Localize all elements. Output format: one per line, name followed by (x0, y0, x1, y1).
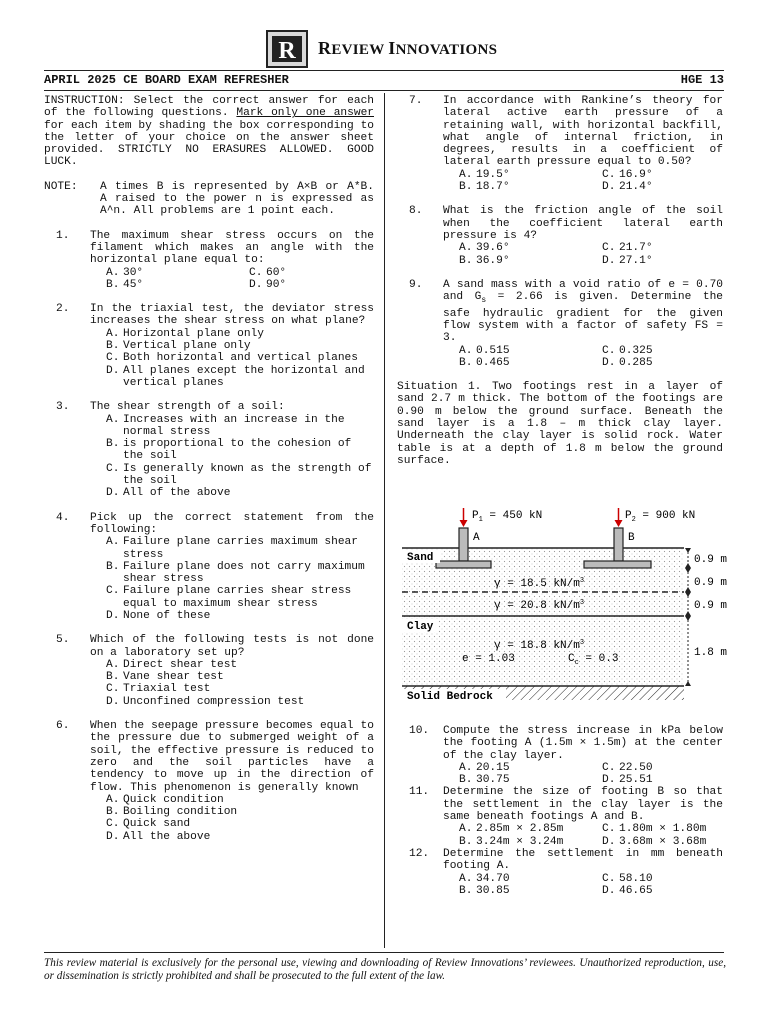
situation-1: Situation 1. Two footings rest in a layer of sand 2.7 m thick. The bottom of the footings are 0.90 m below the ground surface. Beneath the sand layer is a 1.8 – m thick clay layer. Underneath the clay layer is solid rock. Water table is at a depth of 1.8 m below the ground surface. (397, 381, 723, 467)
question-6: 6. When the seepage pressure becomes equal to the pressure due to submerged weight of a soil, the effective pressure is reduced to zero and the soil particles have a tendency to move up in the direction of flow. This phenomenon is generally known A. Quick condition B. Boiling condition C. Quick sand D. All the above (56, 720, 374, 843)
depth-label-3: 0.9 m (694, 600, 728, 612)
depth-label-4: 1.8 m (694, 647, 728, 659)
option: C. 1.80m × 1.80m (602, 823, 707, 836)
option: D. 3.68m × 3.68m (602, 835, 707, 848)
option: A. 19.5° (459, 168, 510, 181)
option: B. Vertical plane only (106, 340, 251, 353)
option: C. Triaxial test (106, 683, 211, 696)
option: D. 21.4° (602, 181, 653, 194)
option: D. 90° (249, 278, 287, 291)
depth-label-2: 0.9 m (694, 577, 728, 589)
soil-profile-figure (398, 500, 738, 710)
option: D. 27.1° (602, 254, 653, 267)
option: A. Failure plane carries maximum shear stress (106, 536, 358, 561)
question-3: 3. The shear strength of a soil: A. Increases with an increase in the normal stress B. is proportional to the cohesion of the soil C. Is generally known as the strength of the soil D. All of the above (44, 401, 374, 499)
footer-rule (44, 952, 724, 953)
instruction: INSTRUCTION: Select the correct answer for each of the following questions. Mark only one answer for each item by shading the box corresponding to the letter of your choice on the answer sheet provided. STRICTLY NO ERASURES ALLOWED. GOOD LUCK. (44, 95, 374, 169)
option: C. 60° (249, 266, 287, 279)
option: B. Failure plane does not carry maximum shear stress (106, 560, 365, 586)
right-column (397, 95, 723, 467)
option: A. Horizontal plane only (106, 327, 264, 340)
option: B. 30.75 (459, 774, 510, 787)
option: B. is proportional to the cohesion of the soil (106, 438, 352, 463)
option: D. Unconfined compression test (106, 695, 305, 708)
option: C. 22.50 (602, 761, 653, 774)
load-arrow-a-icon (460, 508, 468, 527)
footer-disclaimer: This review material is exclusively for the personal use, viewing and downloading of Review Innovations’ reviewees. Unauthorized reproduction, use, or dissemination is strictly prohibited and shall be prosecuted to the full extent of the law. (44, 957, 726, 982)
question-10: 10. Compute the stress increase in kPa below the footing A (1.5m × 1.5m) at the center of the clay layer. A. 20.15 C. 22.50 B. 30.75 D. 25.51 (409, 725, 723, 787)
option: C. 21.7° (602, 242, 653, 255)
void-ratio-label: e = 1.03 (462, 653, 515, 665)
compression-index-label: $C_c = 0.3$ (568, 653, 619, 667)
question-4: 4. Pick up the correct statement from the following: A. Failure plane carries maximum shear stress B. Failure plane does not carry maximum shear stress C. Failure plane carries shear stress equal to maximum shear stress D. None of these (56, 511, 374, 622)
svg-text:R: R (278, 38, 296, 64)
question-11: 11. Determine the size of footing B so that the settlement in the clay layer is the same beneath footings A and B. A. 2.85m × 2.85m C. 1.80m × 1.80m B. 3.24m × 3.24m D. 3.68m × 3.68m (409, 786, 723, 848)
option: A. 39.6° (459, 242, 510, 255)
option: B. 3.24m × 3.24m (459, 835, 564, 848)
option: C. Both horizontal and vertical planes (106, 352, 358, 365)
option: D. 0.285 (602, 356, 653, 369)
option: D. All planes except the horizontal and vertical planes (106, 364, 365, 389)
option: B. 36.9° (459, 254, 510, 267)
option: C. Quick sand (106, 818, 191, 831)
option: A. 20.15 (459, 761, 510, 774)
header-rule-top (44, 70, 724, 71)
exam-title: APRIL 2025 CE BOARD EXAM REFRESHER (44, 73, 289, 87)
load-arrow-b-icon (615, 508, 623, 527)
question-8: 8. What is the friction angle of the soil when the coefficient lateral earth pressure is 4? A. 39.6° C. 21.7° B. 36.9° D. 27.1° (409, 205, 723, 267)
option: A. 2.85m × 2.85m (459, 823, 564, 836)
option: A. Quick condition (106, 793, 224, 806)
unit-weight-clay: γ = 18.8 $kN/m^3$ (494, 639, 585, 652)
option: D. 46.65 (602, 884, 653, 897)
option: D. All of the above (106, 487, 231, 500)
bedrock-label: Solid Bedrock (407, 691, 493, 703)
logo (266, 30, 308, 68)
question-5: 5. Which of the following tests is not done on a laboratory set up? A. Direct shear test B. Vane shear test C. Triaxial test D. Unconfined compression test (56, 634, 374, 708)
option: A. 34.70 (459, 872, 510, 885)
right-column-lower (397, 725, 723, 897)
option: B. 18.7° (459, 181, 510, 194)
question-9: 9. A sand mass with a void ratio of e = 0.70 and $G_s = 2.66$ is given. Determine the safe hydraulic gradient for the given flow system with a factor of safety FS = 3. A. 0.515 C. 0.325 B. 0.465 D. 0.285 (409, 278, 723, 369)
option: C. 16.9° (602, 168, 653, 181)
option: B. 45° (106, 278, 144, 291)
option: C. Failure plane carries shear stress equal to maximum shear stress (106, 585, 352, 610)
column-divider (384, 93, 385, 948)
option: A. Direct shear test (106, 658, 238, 671)
option: A. Increases with an increase in the normal stress (106, 413, 345, 438)
option: B. 0.465 (459, 356, 510, 369)
logo-mark (269, 33, 305, 65)
exam-code: HGE 13 (680, 73, 724, 87)
option: C. Is generally known as the strength of the soil (106, 462, 372, 488)
depth-label-1: 0.9 m (694, 554, 728, 566)
option: C. 0.325 (602, 344, 653, 357)
option: B. Boiling condition (106, 806, 238, 819)
clay-label: Clay (407, 621, 434, 633)
footing-b-label: B (628, 532, 635, 544)
question-7: 7. In accordance with Rankine’s theory for lateral active earth pressure of a retaining wall, with horizontal backfill, what angle of internal friction, in degrees, results in a coefficient of lateral earth pressure equal to 0.50? A. 19.5° C. 16.9° B. 18.7° D. 21.4° (409, 95, 723, 194)
question-1: 1. The maximum shear stress occurs on the filament which makes an angle with the horizontal plane equal to: A. 30° C. 60° B. 45° D. 90° (56, 229, 374, 291)
header-rule-bottom (44, 90, 724, 91)
question-12: 12. Determine the settlement in mm beneath footing A. A. 34.70 C. 58.10 B. 30.85 D. 46.65 (409, 847, 723, 897)
load-p2-label: $P_2 = 900$ kN (625, 510, 696, 524)
option: A. 30° (106, 266, 144, 279)
left-column (44, 95, 374, 843)
option: D. All the above (106, 830, 211, 843)
option: D. 25.51 (602, 774, 653, 787)
option: A. 0.515 (459, 344, 510, 357)
unit-weight-sand-moist: γ = 18.5 $kN/m^3$ (494, 577, 585, 590)
option: C. 58.10 (602, 872, 653, 885)
footing-a-label: A (473, 532, 480, 544)
question-2: 2. In the triaxial test, the deviator stress increases the shear stress on what plane? A. Horizontal plane only B. Vertical plane only C. Both horizontal and vertical planes D. All planes except the horizontal and vertical planes (56, 303, 374, 389)
load-p1-label: $P_1 = 450$ kN (472, 510, 543, 524)
option: B. Vane shear test (106, 671, 224, 684)
brand-name: REVIEW INNOVATIONS (318, 38, 498, 58)
unit-weight-sand-saturated: γ = 20.8 $kN/m^3$ (494, 599, 585, 612)
option: B. 30.85 (459, 884, 510, 897)
note: NOTE: A times B is represented by A×B or A*B. A raised to the power n is expressed as A^n. All problems are 1 point each. (44, 180, 374, 218)
sand-label: Sand (407, 552, 434, 564)
option: D. None of these (106, 609, 211, 622)
